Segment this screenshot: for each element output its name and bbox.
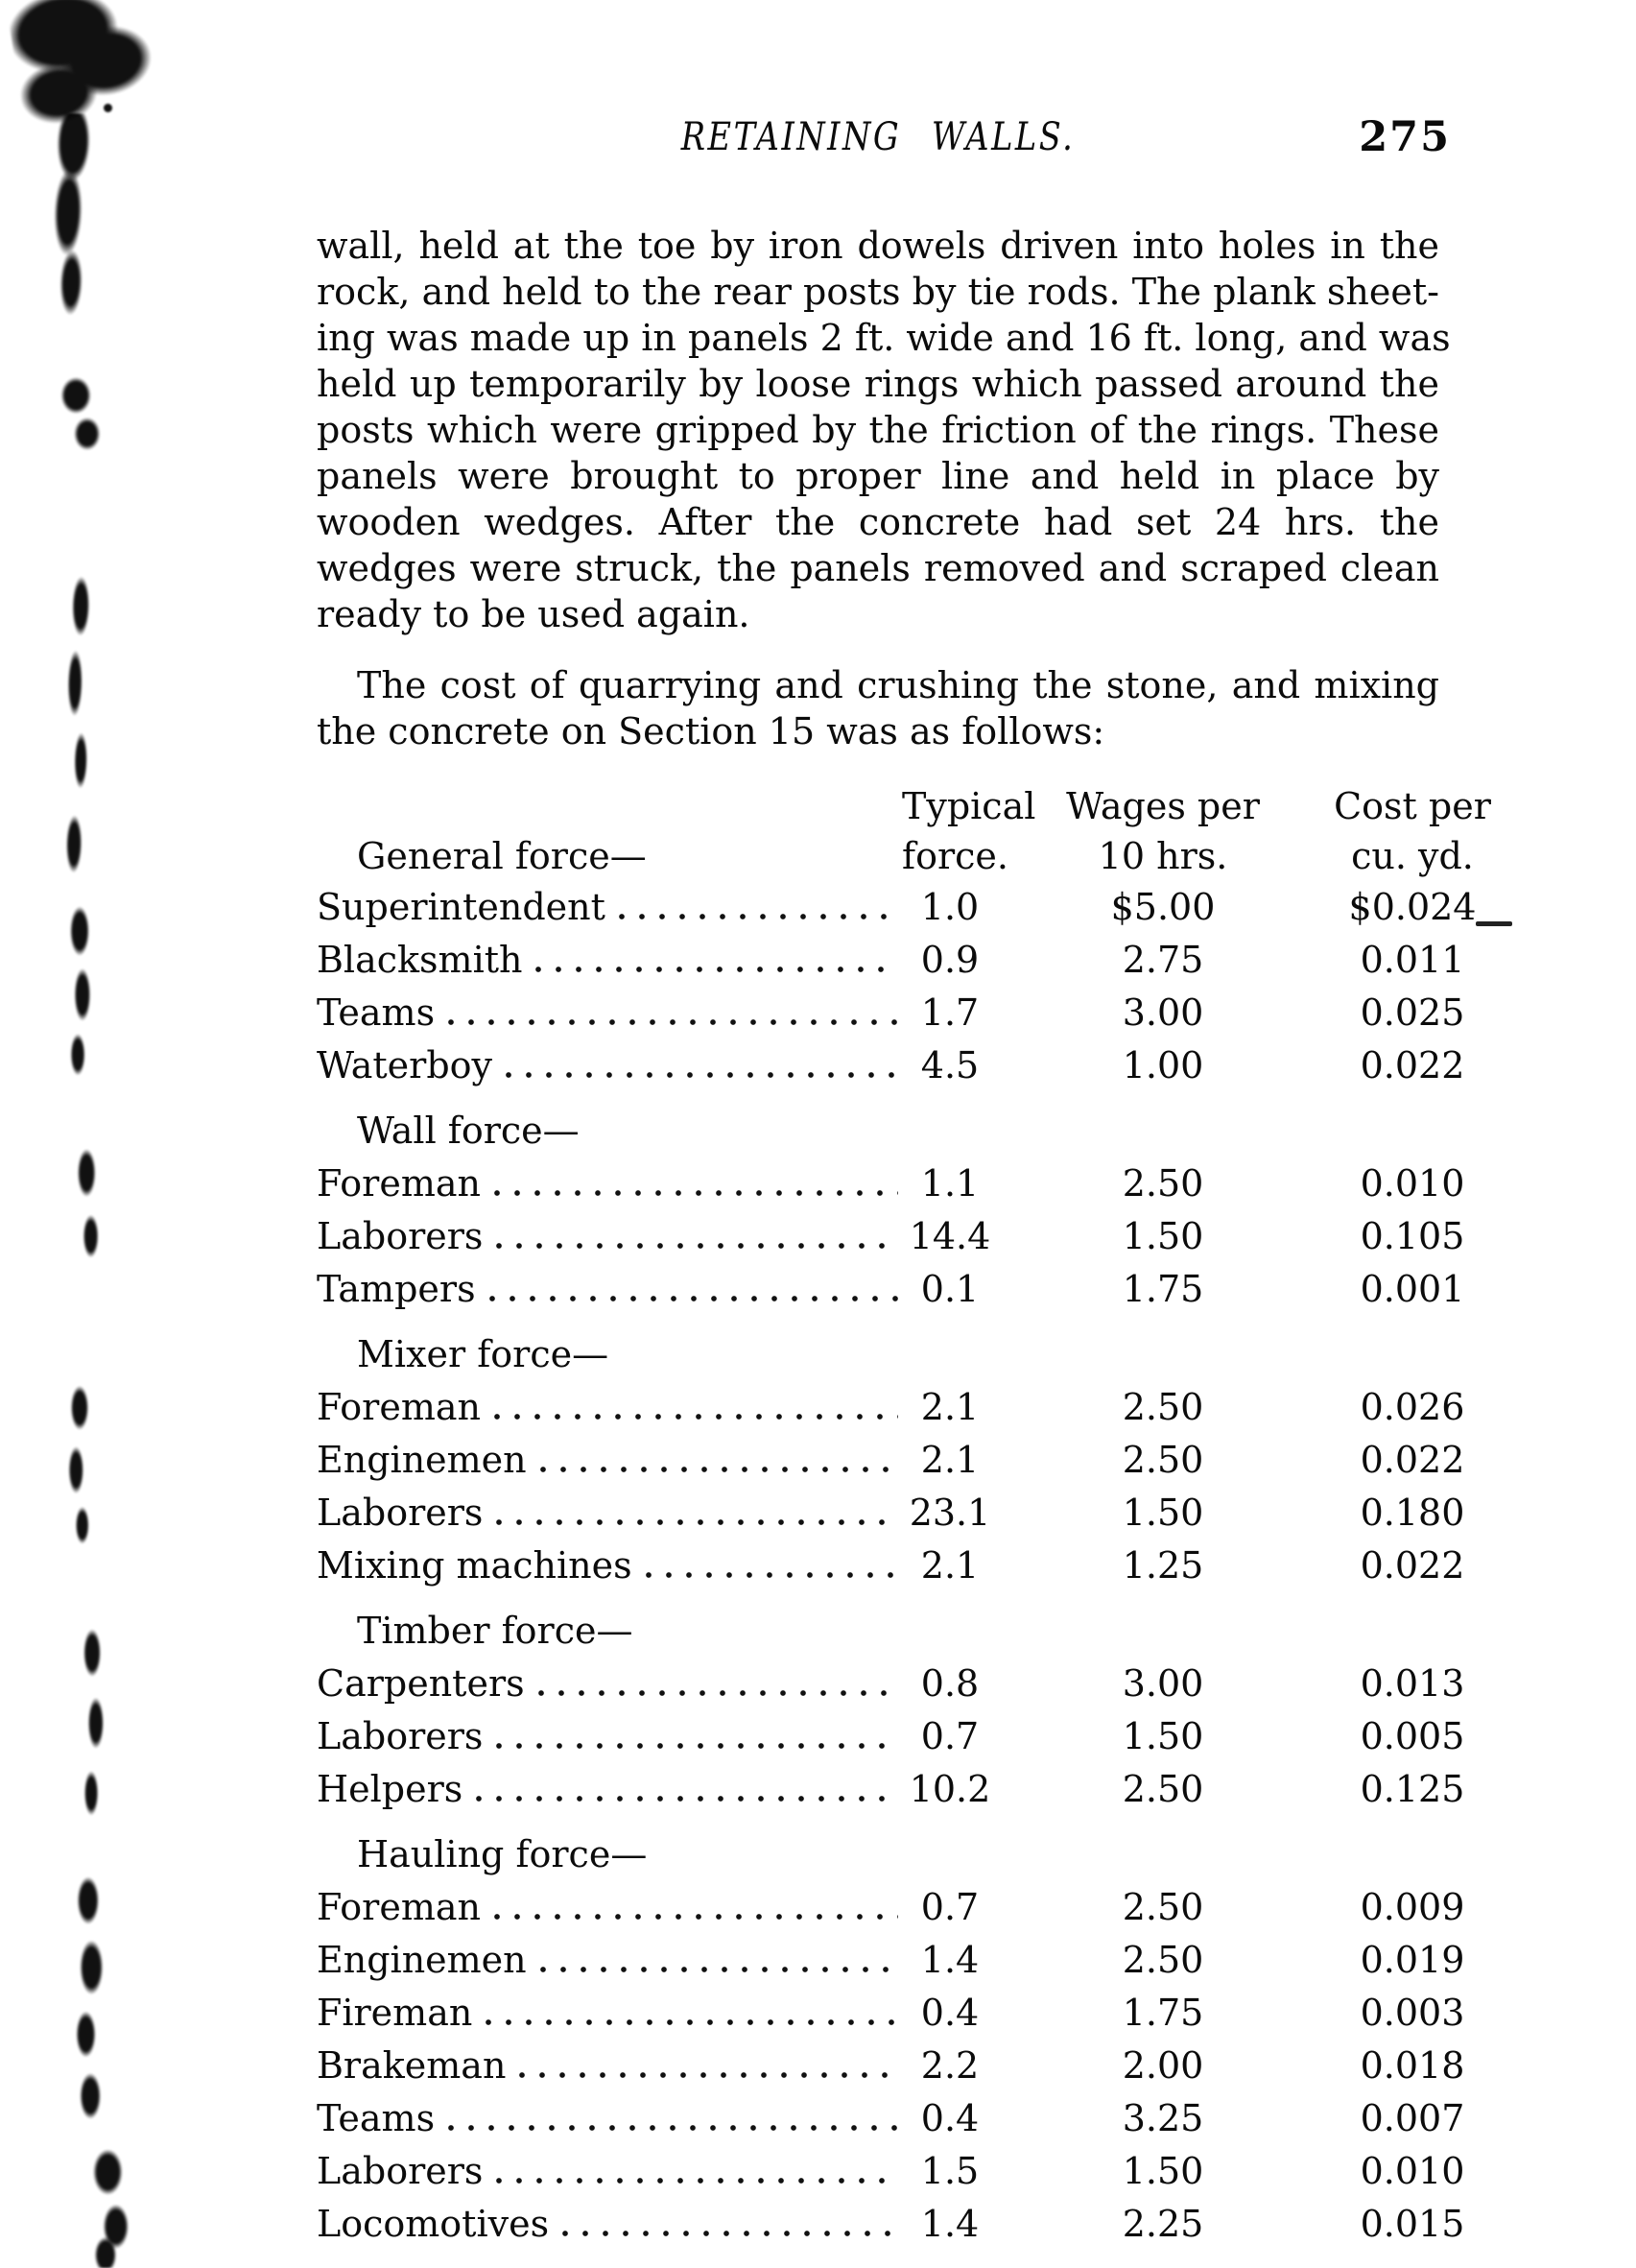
text-line: held up temporarily by loose rings which passed around the [317, 363, 1439, 405]
wages-value: 3.00 [1122, 1662, 1204, 1705]
table-row [317, 1381, 1497, 1434]
scan-artifact [104, 104, 112, 112]
scan-artifact [67, 1133, 109, 1277]
table-row [317, 1763, 1497, 1816]
row-label-text: Teams [317, 991, 436, 1034]
page-content [317, 0, 1497, 2251]
table-row [317, 1658, 1497, 1710]
cost-value: 0.005 [1360, 1715, 1465, 1757]
typical-force-value: 0.1 [920, 1268, 980, 1310]
scan-artifact [42, 112, 99, 321]
dot-leader [496, 1743, 898, 1749]
typical-force-value: 0.4 [920, 1992, 980, 2034]
typical-force-value: 2.1 [920, 1386, 980, 1428]
table-row [317, 1881, 1497, 1934]
dot-leader [494, 1414, 898, 1420]
table-row [317, 2092, 1497, 2145]
typical-force-value: 10.2 [909, 1768, 991, 1810]
row-label-text: Blacksmith [317, 939, 523, 981]
row-label [317, 1881, 902, 1934]
row-label-text: Superintendent [317, 886, 605, 928]
dot-leader [486, 2019, 898, 2025]
wages-value: 1.00 [1122, 1044, 1204, 1086]
typical-force-value: 0.7 [920, 1886, 980, 1928]
section-header [317, 1605, 1497, 1658]
dot-leader [562, 2231, 898, 2236]
cost-table-body [317, 881, 1497, 2251]
dot-leader [448, 2125, 898, 2131]
table-row [317, 1263, 1497, 1316]
wages-value: 2.50 [1122, 1439, 1204, 1481]
section-label: General force— [357, 835, 647, 877]
dot-leader [535, 967, 898, 972]
row-label-text: Laborers [317, 1715, 484, 1757]
scan-artifact [53, 574, 103, 896]
running-head [317, 113, 1451, 169]
section-label: Wall force— [357, 1110, 580, 1152]
typical-force-value: 1.7 [920, 991, 980, 1034]
row-label-text: Fireman [317, 1992, 473, 2034]
table-row [317, 1210, 1497, 1263]
wages-value: 3.25 [1122, 2097, 1204, 2139]
wages-value: $5.00 [1110, 886, 1216, 928]
cost-value: 0.013 [1360, 1662, 1465, 1705]
text-line: rock, and held to the rear posts by tie rods. The plank sheet- [317, 271, 1439, 313]
row-label [317, 1487, 902, 1540]
row-label [317, 881, 902, 934]
typical-force-value: 1.0 [920, 886, 980, 928]
row-label-text: Enginemen [317, 1939, 527, 1981]
section-label: Mixer force— [357, 1333, 609, 1375]
wages-value: 1.50 [1122, 1715, 1204, 1757]
cost-value: 0.003 [1360, 1992, 1465, 2034]
wages-value: 2.50 [1122, 1162, 1204, 1205]
table-row [317, 1434, 1497, 1487]
table-row [317, 881, 1497, 934]
row-label-text: Laborers [317, 2150, 484, 2192]
dot-leader [448, 1019, 898, 1025]
row-label-text: Laborers [317, 1215, 484, 1257]
table-row [317, 1487, 1497, 1540]
dot-leader [496, 1519, 898, 1525]
cost-value: 0.022 [1360, 1044, 1465, 1086]
wages-value: 3.00 [1122, 991, 1204, 1034]
dot-leader [519, 2072, 898, 2078]
typical-force-value: 4.5 [920, 1044, 980, 1086]
row-label-text: Waterboy [317, 1044, 493, 1086]
row-label [317, 1158, 902, 1210]
header-spacer [317, 781, 902, 831]
section-header [317, 1828, 1497, 1881]
table-row [317, 1540, 1497, 1592]
wages-value: 1.50 [1122, 1215, 1204, 1257]
typical-force-value: 2.1 [920, 1439, 980, 1481]
cost-value: 0.009 [1360, 1886, 1465, 1928]
typical-force-value: 1.4 [920, 1939, 980, 1981]
row-label [317, 2092, 902, 2145]
cost-value: 0.022 [1360, 1544, 1465, 1587]
cost-value: 0.019 [1360, 1939, 1465, 1981]
dot-leader [540, 1467, 898, 1472]
text-line: wooden wedges. After the concrete had set 24 hrs. the [317, 501, 1439, 543]
text-line: The cost of quarrying and crushing the stone, and mixing [357, 664, 1439, 706]
text-line: wedges were struck, the panels removed and scraped clean [317, 547, 1439, 589]
text-line: ing was made up in panels 2 ft. wide and 16 ft. long, and was [317, 317, 1451, 359]
wages-value: 1.50 [1122, 1492, 1204, 1534]
row-label-text: Foreman [317, 1386, 481, 1428]
scan-artifact [58, 897, 104, 1085]
cost-value: $0.024 [1348, 886, 1477, 928]
row-label [317, 2040, 902, 2092]
text-line: wall, held at the toe by iron dowels driven into holes in the [317, 225, 1439, 267]
wages-value: 2.25 [1122, 2203, 1204, 2245]
typical-force-value: 2.1 [920, 1544, 980, 1587]
typical-force-value: 0.7 [920, 1715, 980, 1757]
row-label-text: Foreman [317, 1886, 481, 1928]
text-line: ready to be used again. [317, 593, 750, 635]
section-header [317, 1105, 1497, 1158]
section-label: Hauling force— [357, 1833, 648, 1875]
column-header-wages-sub: 10 hrs. [1098, 835, 1228, 877]
dot-leader [506, 1072, 898, 1078]
cost-value: 0.180 [1360, 1492, 1465, 1534]
column-header-typical-sub: force. [902, 835, 1008, 877]
dot-leader [489, 1296, 898, 1301]
wages-value: 2.75 [1122, 939, 1204, 981]
cost-value: 0.018 [1360, 2044, 1465, 2087]
row-label-text: Laborers [317, 1492, 484, 1534]
column-header-cost: Cost per [1334, 785, 1491, 827]
wages-value: 1.75 [1122, 1992, 1204, 2034]
row-label [317, 1540, 902, 1592]
dot-leader [496, 2178, 898, 2184]
cost-value: 0.011 [1360, 939, 1465, 981]
row-label-text: Carpenters [317, 1662, 525, 1705]
dot-leader [496, 1243, 898, 1249]
wages-value: 1.25 [1122, 1544, 1204, 1587]
row-label-text: Mixing machines [317, 1544, 632, 1587]
wages-value: 2.50 [1122, 1768, 1204, 1810]
scan-artifact [83, 2138, 140, 2268]
cost-value: 0.022 [1360, 1439, 1465, 1481]
cost-value: 0.010 [1360, 2150, 1465, 2192]
text-line: panels were brought to proper line and held in place by [317, 455, 1439, 497]
text-line: posts which were gripped by the friction of the rings. These [317, 409, 1439, 451]
table-row [317, 1934, 1497, 1987]
cost-value: 0.026 [1360, 1386, 1465, 1428]
row-label-text: Teams [317, 2097, 436, 2139]
column-header-typical: Typical [902, 785, 1036, 827]
typical-force-value: 0.4 [920, 2097, 980, 2139]
row-label-text: Tampers [317, 1268, 476, 1310]
row-label [317, 1763, 902, 1816]
dot-leader [476, 1796, 898, 1802]
dot-leader [619, 914, 898, 919]
dot-leader [494, 1914, 898, 1920]
table-row [317, 1710, 1497, 1763]
table-row [317, 1039, 1497, 1092]
table-row [317, 987, 1497, 1039]
dot-leader [538, 1690, 898, 1696]
dot-leader [540, 1967, 898, 1972]
table-header-row-1 [317, 781, 1497, 831]
section-header [317, 1328, 1497, 1381]
row-label-text: Helpers [317, 1768, 463, 1810]
table-row [317, 2198, 1497, 2251]
typical-force-value: 0.9 [920, 939, 980, 981]
row-label [317, 1658, 902, 1710]
cost-value: 0.001 [1360, 1268, 1465, 1310]
paragraph-2 [317, 662, 1439, 754]
typical-force-value: 23.1 [909, 1492, 991, 1534]
wages-value: 1.75 [1122, 1268, 1204, 1310]
table-header-row-2 [317, 831, 1497, 881]
cost-value: 0.025 [1360, 991, 1465, 1034]
wages-value: 2.50 [1122, 1886, 1204, 1928]
cost-table [317, 781, 1497, 2251]
scan-artifact [71, 1624, 117, 1830]
text-line: the concrete on Section 15 was as follows: [317, 710, 1105, 752]
cost-value: 0.105 [1360, 1215, 1465, 1257]
row-label-text: Locomotives [317, 2203, 550, 2245]
typical-force-value: 2.2 [920, 2044, 980, 2087]
typical-force-value: 1.4 [920, 2203, 980, 2245]
section-label: Timber force— [357, 1610, 633, 1652]
row-label-text: Brakeman [317, 2044, 507, 2087]
typical-force-value: 0.8 [920, 1662, 980, 1705]
row-label [317, 1710, 902, 1763]
column-header-cost-sub: cu. yd. [1351, 835, 1474, 877]
row-label [317, 1039, 902, 1092]
table-row [317, 1987, 1497, 2040]
table-row [317, 2145, 1497, 2198]
row-label [317, 987, 902, 1039]
scan-artifact [54, 367, 109, 463]
page-number: 275 [1359, 113, 1451, 161]
row-label [317, 1987, 902, 2040]
table-row [317, 2040, 1497, 2092]
row-label [317, 934, 902, 987]
row-label [317, 1381, 902, 1434]
wages-value: 2.50 [1122, 1386, 1204, 1428]
row-label [317, 2198, 902, 2251]
row-label-text: Enginemen [317, 1439, 527, 1481]
cost-value: 0.125 [1360, 1768, 1465, 1810]
row-label [317, 1434, 902, 1487]
dot-leader [646, 1572, 898, 1578]
cost-value: 0.007 [1360, 2097, 1465, 2139]
wages-value: 2.00 [1122, 2044, 1204, 2087]
wages-value: 2.50 [1122, 1939, 1204, 1981]
paragraph-1 [317, 223, 1451, 637]
row-label [317, 1263, 902, 1316]
dot-leader [494, 1190, 898, 1196]
scan-artifact [58, 1380, 102, 1553]
typical-force-value: 14.4 [909, 1215, 991, 1257]
cost-value: 0.015 [1360, 2203, 1465, 2245]
row-label [317, 1210, 902, 1263]
table-row [317, 1158, 1497, 1210]
typical-force-value: 1.1 [920, 1162, 980, 1205]
row-label-text: Foreman [317, 1162, 481, 1205]
typical-force-value: 1.5 [920, 2150, 980, 2192]
row-label [317, 2145, 902, 2198]
table-row [317, 934, 1497, 987]
scan-artifact [61, 1870, 117, 2127]
column-header-wages: Wages per [1066, 785, 1260, 827]
wages-value: 1.50 [1122, 2150, 1204, 2192]
cost-value: 0.010 [1360, 1162, 1465, 1205]
page-title: RETAINING WALLS. [680, 115, 1076, 159]
row-label [317, 1934, 902, 1987]
